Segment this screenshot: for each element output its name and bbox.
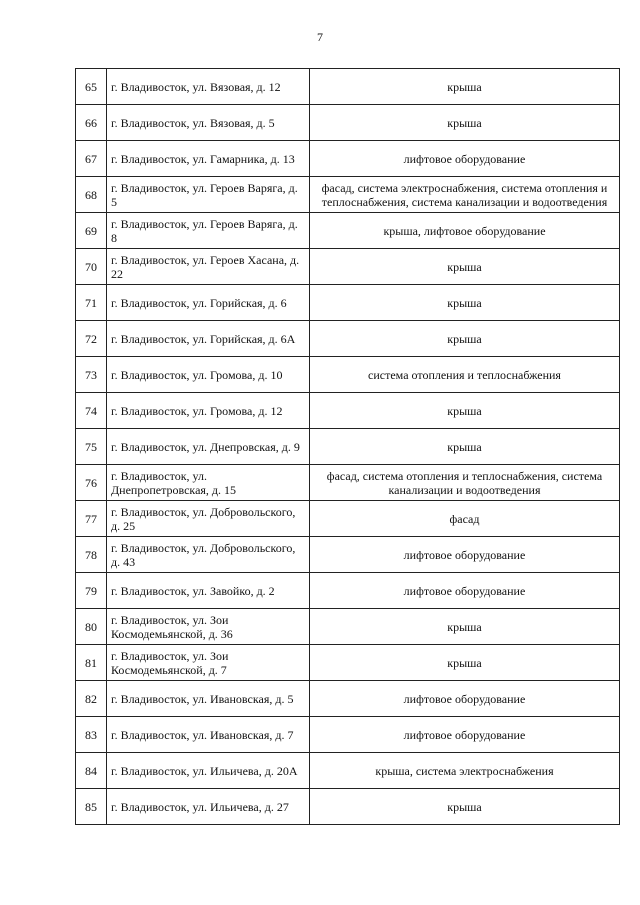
row-number: 85 xyxy=(76,789,107,825)
row-works: крыша xyxy=(310,609,620,645)
row-number: 77 xyxy=(76,501,107,537)
row-number: 66 xyxy=(76,105,107,141)
row-works: система отопления и теплоснабжения xyxy=(310,357,620,393)
row-number: 65 xyxy=(76,69,107,105)
table-row xyxy=(76,429,620,465)
row-number: 82 xyxy=(76,681,107,717)
row-works: крыша xyxy=(310,249,620,285)
table-row xyxy=(76,357,620,393)
table-row xyxy=(76,141,620,177)
works-table xyxy=(75,68,620,825)
row-number: 78 xyxy=(76,537,107,573)
row-address: г. Владивосток, ул. Горийская, д. 6А xyxy=(107,321,310,357)
row-address: г. Владивосток, ул. Добровольского, д. 43 xyxy=(107,537,310,573)
table-row xyxy=(76,753,620,789)
row-number: 71 xyxy=(76,285,107,321)
row-works: крыша, система электроснабжения xyxy=(310,753,620,789)
row-works: фасад, система электроснабжения, система отопления и теплоснабжения, система канализации и водоотведения xyxy=(310,177,620,213)
row-works: крыша, лифтовое оборудование xyxy=(310,213,620,249)
row-address: г. Владивосток, ул. Днепровская, д. 9 xyxy=(107,429,310,465)
row-works: фасад, система отопления и теплоснабжения, система канализации и водоотведения xyxy=(310,465,620,501)
row-works: крыша xyxy=(310,429,620,465)
row-address: г. Владивосток, ул. Ивановская, д. 7 xyxy=(107,717,310,753)
row-number: 84 xyxy=(76,753,107,789)
row-address: г. Владивосток, ул. Громова, д. 12 xyxy=(107,393,310,429)
row-address: г. Владивосток, ул. Гамарника, д. 13 xyxy=(107,141,310,177)
row-address: г. Владивосток, ул. Днепропетровская, д. 15 xyxy=(107,465,310,501)
table-row xyxy=(76,69,620,105)
row-address: г. Владивосток, ул. Ивановская, д. 5 xyxy=(107,681,310,717)
table-row xyxy=(76,717,620,753)
row-works: фасад xyxy=(310,501,620,537)
row-address: г. Владивосток, ул. Героев Хасана, д. 22 xyxy=(107,249,310,285)
row-number: 67 xyxy=(76,141,107,177)
row-number: 83 xyxy=(76,717,107,753)
row-works: лифтовое оборудование xyxy=(310,573,620,609)
row-number: 72 xyxy=(76,321,107,357)
row-number: 74 xyxy=(76,393,107,429)
row-works: лифтовое оборудование xyxy=(310,537,620,573)
row-number: 70 xyxy=(76,249,107,285)
table-row xyxy=(76,393,620,429)
table-row xyxy=(76,537,620,573)
row-works: лифтовое оборудование xyxy=(310,717,620,753)
table-row xyxy=(76,321,620,357)
row-number: 75 xyxy=(76,429,107,465)
row-address: г. Владивосток, ул. Добровольского, д. 25 xyxy=(107,501,310,537)
row-works: крыша xyxy=(310,285,620,321)
row-address: г. Владивосток, ул. Зои Космодемьянской, д. 36 xyxy=(107,609,310,645)
row-number: 80 xyxy=(76,609,107,645)
row-address: г. Владивосток, ул. Завойко, д. 2 xyxy=(107,573,310,609)
row-number: 69 xyxy=(76,213,107,249)
row-address: г. Владивосток, ул. Ильичева, д. 27 xyxy=(107,789,310,825)
table-row xyxy=(76,789,620,825)
table-row xyxy=(76,213,620,249)
table-row xyxy=(76,573,620,609)
row-works: крыша xyxy=(310,321,620,357)
row-works: крыша xyxy=(310,105,620,141)
row-number: 73 xyxy=(76,357,107,393)
table-row xyxy=(76,105,620,141)
table-row xyxy=(76,501,620,537)
row-works: лифтовое оборудование xyxy=(310,141,620,177)
row-works: крыша xyxy=(310,789,620,825)
row-address: г. Владивосток, ул. Героев Варяга, д. 8 xyxy=(107,213,310,249)
row-address: г. Владивосток, ул. Вязовая, д. 5 xyxy=(107,105,310,141)
row-address: г. Владивосток, ул. Зои Космодемьянской, д. 7 xyxy=(107,645,310,681)
row-number: 76 xyxy=(76,465,107,501)
row-works: крыша xyxy=(310,393,620,429)
table-row xyxy=(76,177,620,213)
row-address: г. Владивосток, ул. Героев Варяга, д. 5 xyxy=(107,177,310,213)
row-address: г. Владивосток, ул. Вязовая, д. 12 xyxy=(107,69,310,105)
page-number: 7 xyxy=(317,30,323,44)
row-works: крыша xyxy=(310,645,620,681)
table-row xyxy=(76,465,620,501)
table-row xyxy=(76,681,620,717)
row-address: г. Владивосток, ул. Громова, д. 10 xyxy=(107,357,310,393)
row-number: 79 xyxy=(76,573,107,609)
table-row xyxy=(76,285,620,321)
table-row xyxy=(76,609,620,645)
row-number: 81 xyxy=(76,645,107,681)
row-works: крыша xyxy=(310,69,620,105)
table-row xyxy=(76,645,620,681)
row-address: г. Владивосток, ул. Ильичева, д. 20А xyxy=(107,753,310,789)
row-works: лифтовое оборудование xyxy=(310,681,620,717)
row-number: 68 xyxy=(76,177,107,213)
table-row xyxy=(76,249,620,285)
row-address: г. Владивосток, ул. Горийская, д. 6 xyxy=(107,285,310,321)
